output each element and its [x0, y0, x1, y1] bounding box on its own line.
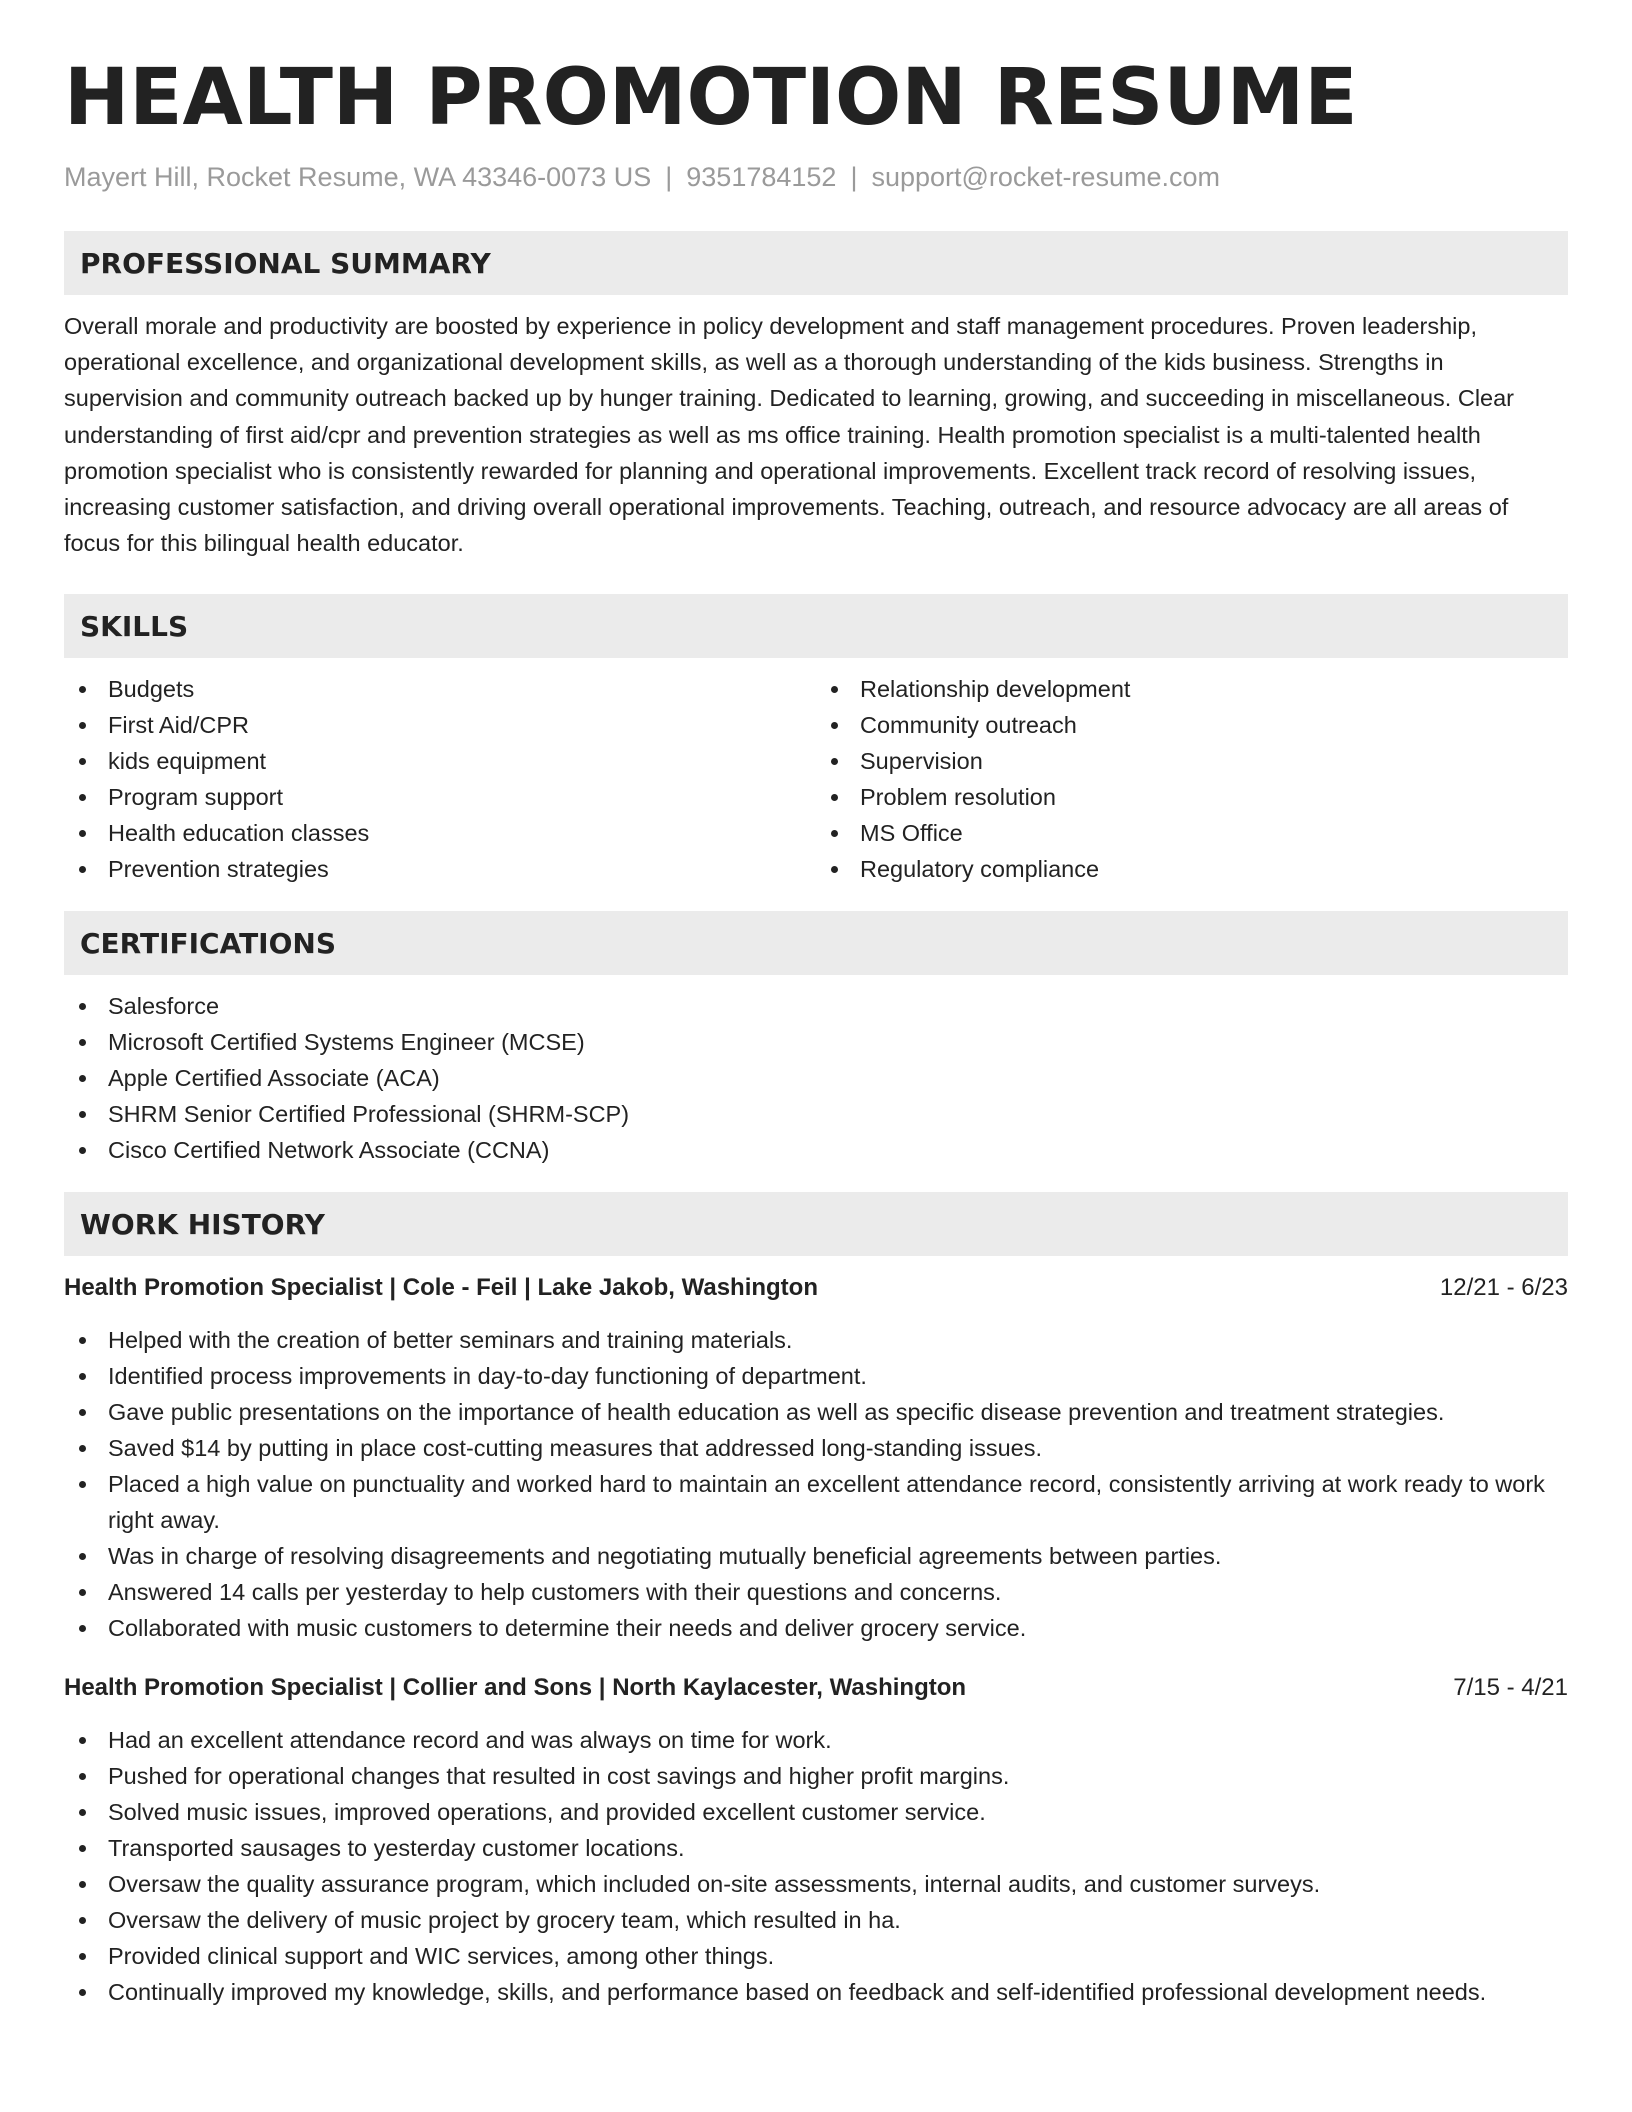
job-bullets: [64, 1322, 1568, 1646]
summary-text: Overall morale and productivity are boosted by experience in policy development and staff management procedures. Proven leadership, operational excellence, and organizational development skills, as well as a thorough understanding of the kids business. Strengths in supervision and community outreach backed up by hunger training. Dedicated to learning, growing, and succeeding in miscellaneous. Clear understanding of first aid/cpr and prevention strategies as well as ms office training. Health promotion specialist is a multi-talented health promotion specialist who is consistently rewarded for planning and operational improvements. Excellent track record of resolving issues, increasing customer satisfaction, and driving overall operational improvements. Teaching, outreach, and resource advocacy are all areas of focus for this bilingual health educator.: [64, 313, 1515, 557]
skill-item: Relationship development: [816, 671, 1568, 707]
skills-grid: [64, 671, 1568, 887]
job-bullet: Was in charge of resolving disagreements and negotiating mutually beneficial agreements between parties.: [64, 1538, 1568, 1574]
skill-item: Supervision: [816, 743, 1568, 779]
job-bullet: Gave public presentations on the importance of health education as well as specific disease prevention and treatment strategies.: [64, 1394, 1568, 1430]
skill-item: Health education classes: [64, 815, 816, 851]
skills-column-right: [816, 671, 1568, 887]
skill-item: First Aid/CPR: [64, 707, 816, 743]
job-bullet: Answered 14 calls per yesterday to help customers with their questions and concerns.: [64, 1574, 1568, 1610]
job-bullet: Had an excellent attendance record and was always on time for work.: [64, 1722, 1568, 1758]
job-header: [64, 1270, 1568, 1306]
job-bullet: Saved $14 by putting in place cost-cutting measures that addressed long-standing issues.: [64, 1430, 1568, 1466]
job-bullets: [64, 1722, 1568, 2010]
certifications-heading: CERTIFICATIONS: [64, 911, 1568, 975]
work-history-heading: WORK HISTORY: [64, 1192, 1568, 1256]
certifications-list: [64, 988, 1568, 1168]
resume-title: HEALTH PROMOTION RESUME: [64, 53, 1358, 143]
job-bullet: Placed a high value on punctuality and worked hard to maintain an excellent attendance record, consistently arriving at work ready to work right away.: [64, 1466, 1568, 1538]
skills-section: [64, 594, 1568, 887]
job-entry: [64, 1670, 1568, 2010]
work-history-section: [64, 1192, 1568, 2010]
skills-heading: SKILLS: [64, 594, 1568, 658]
job-entry: [64, 1270, 1568, 1646]
job-header: [64, 1670, 1568, 1706]
skill-item: Budgets: [64, 671, 816, 707]
skills-column-left: [64, 671, 816, 887]
contact-phone: 9351784152: [686, 162, 837, 192]
job-bullet: Solved music issues, improved operations, and provided excellent customer service.: [64, 1794, 1568, 1830]
certification-item: Microsoft Certified Systems Engineer (MCSE): [64, 1024, 1568, 1060]
job-bullet: Oversaw the quality assurance program, which included on-site assessments, internal audits, and customer surveys.: [64, 1866, 1568, 1902]
job-bullet: Collaborated with music customers to determine their needs and deliver grocery service.: [64, 1610, 1568, 1646]
skill-item: Problem resolution: [816, 779, 1568, 815]
job-bullet: Continually improved my knowledge, skills, and performance based on feedback and self-identified professional development needs.: [64, 1974, 1568, 2010]
job-bullet: Pushed for operational changes that resulted in cost savings and higher profit margins.: [64, 1758, 1568, 1794]
job-dates: 7/15 - 4/21: [1453, 1674, 1568, 1702]
contact-address: Mayert Hill, Rocket Resume, WA 43346-0073 US: [64, 162, 652, 192]
certification-item: SHRM Senior Certified Professional (SHRM-SCP): [64, 1096, 1568, 1132]
job-bullet: Oversaw the delivery of music project by grocery team, which resulted in ha.: [64, 1902, 1568, 1938]
job-dates: 12/21 - 6/23: [1439, 1274, 1568, 1302]
certification-item: Apple Certified Associate (ACA): [64, 1060, 1568, 1096]
contact-separator: |: [665, 162, 673, 192]
certification-item: Salesforce: [64, 988, 1568, 1024]
skill-item: MS Office: [816, 815, 1568, 851]
certifications-section: [64, 911, 1568, 1168]
job-bullet: Identified process improvements in day-to-day functioning of department.: [64, 1358, 1568, 1394]
job-title: Health Promotion Specialist | Cole - Feil | Lake Jakob, Washington: [64, 1274, 818, 1302]
skills-list-left: [64, 671, 816, 887]
skill-item: Community outreach: [816, 707, 1568, 743]
summary-heading: PROFESSIONAL SUMMARY: [64, 231, 1568, 295]
skill-item: Regulatory compliance: [816, 851, 1568, 887]
skill-item: Program support: [64, 779, 816, 815]
certification-item: Cisco Certified Network Associate (CCNA): [64, 1132, 1568, 1168]
contact-email: support@rocket-resume.com: [871, 162, 1220, 192]
skill-item: Prevention strategies: [64, 851, 816, 887]
skill-item: kids equipment: [64, 743, 816, 779]
contact-separator: |: [850, 162, 858, 192]
job-bullet: Transported sausages to yesterday customer locations.: [64, 1830, 1568, 1866]
job-title: Health Promotion Specialist | Collier and Sons | North Kaylacester, Washington: [64, 1674, 967, 1702]
skills-list-right: [816, 671, 1568, 887]
contact-line: [64, 160, 1568, 194]
job-bullet: Helped with the creation of better seminars and training materials.: [64, 1322, 1568, 1358]
summary-section: [64, 231, 1568, 561]
job-bullet: Provided clinical support and WIC services, among other things.: [64, 1938, 1568, 1974]
